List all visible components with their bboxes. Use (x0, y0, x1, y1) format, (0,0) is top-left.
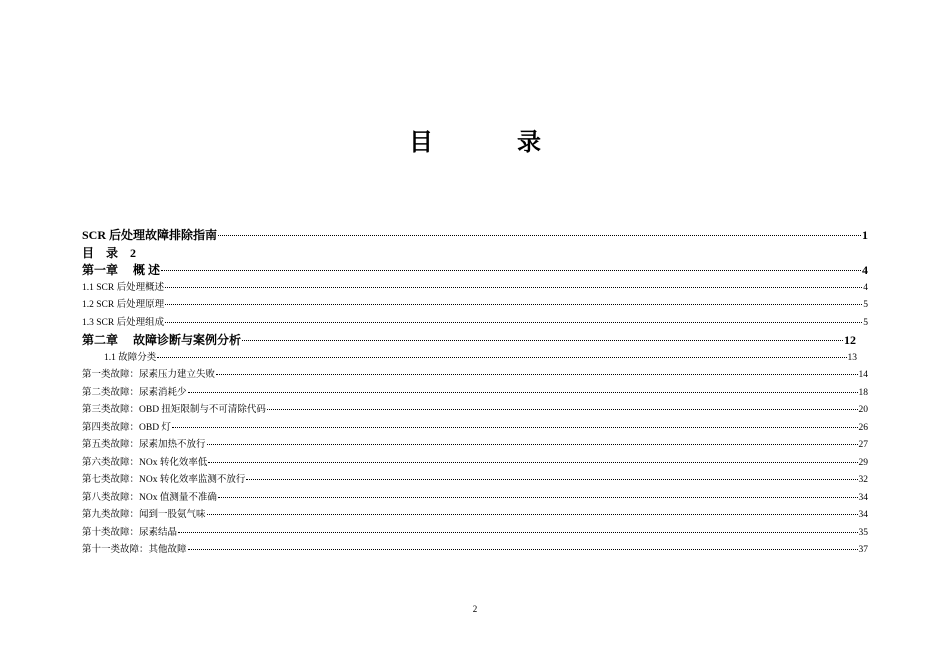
toc-entry[interactable] (82, 419, 868, 437)
toc-entry-page: 27 (858, 440, 868, 450)
toc-entry[interactable] (82, 541, 868, 559)
toc-entry[interactable] (82, 524, 868, 542)
toc-entry[interactable] (82, 506, 868, 524)
toc-entry-label: 第三类故障：OBD 扭矩限制与不可清除代码 (82, 405, 266, 415)
toc-entry-label: 第十类故障：尿素结晶 (82, 527, 178, 538)
toc-entry-label: 第四类故障：OBD 灯 (82, 422, 171, 433)
toc-entry-page: 4 (862, 263, 868, 277)
toc-entry-page: 20 (858, 405, 868, 415)
toc-entry-label: 第七类故障：NOx 转化效率监测不放行 (82, 475, 246, 485)
toc-entry-page: 37 (858, 545, 868, 555)
toc-entry-page: 34 (858, 492, 868, 503)
toc-entry-page: 13 (847, 352, 857, 363)
toc-entry-label: 1.1 故障分类 (104, 352, 157, 363)
toc-entry[interactable] (82, 296, 868, 314)
toc-entry-label: 第二类故障：尿素消耗少 (82, 387, 187, 398)
dot-leader (172, 427, 858, 428)
toc-entry-label: 第八类故障：NOx 值测量不准确 (82, 492, 217, 503)
table-of-contents (82, 226, 868, 559)
page-number: 2 (472, 604, 478, 614)
toc-entry-page: 34 (858, 510, 868, 520)
toc-entry-page: 32 (858, 475, 868, 485)
toc-entry-page: 29 (858, 457, 868, 468)
toc-entry[interactable] (82, 384, 868, 402)
dot-leader (242, 340, 843, 341)
dot-leader (165, 322, 862, 323)
toc-entry-label: 第十一类故障：其他故障 (82, 545, 187, 555)
toc-entry[interactable] (82, 244, 868, 262)
toc-entry-label: 第六类故障：NOx 转化效率低 (82, 457, 208, 468)
toc-entry-page: 4 (863, 282, 868, 293)
toc-entry-label: 目 录 2 (82, 245, 137, 260)
page-title: 目 录 (409, 127, 571, 156)
toc-entry-page: 18 (858, 387, 868, 398)
toc-entry-label: 第一章 概 述 (82, 263, 161, 277)
toc-entry[interactable] (82, 261, 868, 279)
toc-entry[interactable] (82, 226, 868, 244)
dot-leader (216, 374, 857, 375)
toc-entry-label: 第一类故障：尿素压力建立失败 (82, 370, 216, 380)
dot-leader (267, 409, 858, 410)
toc-entry[interactable] (82, 401, 868, 419)
toc-entry-label: 1.3 SCR 后处理组成 (82, 317, 165, 328)
dot-leader (246, 479, 857, 480)
toc-entry-page: 1 (862, 228, 868, 242)
toc-entry[interactable] (82, 436, 868, 454)
toc-entry[interactable] (82, 349, 857, 367)
toc-entry-page: 5 (863, 317, 868, 328)
toc-entry-label: 第五类故障：尿素加热不放行 (82, 440, 206, 450)
dot-leader (218, 235, 861, 236)
toc-entry-page: 12 (844, 333, 856, 347)
dot-leader (178, 532, 857, 533)
toc-entry-label: 第九类故障：闻到一股氨气味 (82, 510, 206, 520)
dot-leader (207, 514, 858, 515)
toc-entry[interactable] (82, 489, 868, 507)
toc-entry-label: 1.2 SCR 后处理原理 (82, 300, 165, 310)
toc-entry-page: 35 (858, 527, 868, 538)
toc-entry-page: 14 (858, 370, 868, 380)
toc-entry-page: 26 (858, 422, 868, 433)
dot-leader (157, 357, 846, 358)
toc-entry-page: 5 (863, 300, 868, 310)
toc-entry[interactable] (82, 314, 868, 332)
dot-leader (161, 270, 861, 271)
toc-entry-label: 1.1 SCR 后处理概述 (82, 282, 165, 293)
dot-leader (188, 549, 858, 550)
toc-entry[interactable] (82, 366, 868, 384)
toc-entry[interactable] (82, 331, 856, 349)
dot-leader (218, 497, 858, 498)
dot-leader (208, 462, 857, 463)
dot-leader (188, 392, 858, 393)
toc-entry[interactable] (82, 279, 868, 297)
dot-leader (165, 287, 862, 288)
dot-leader (165, 304, 862, 305)
toc-entry-label: 第二章 故障诊断与案例分析 (82, 333, 242, 347)
dot-leader (207, 444, 858, 445)
toc-entry[interactable] (82, 471, 868, 489)
toc-entry-label: SCR 后处理故障排除指南 (82, 228, 218, 242)
toc-entry[interactable] (82, 454, 868, 472)
